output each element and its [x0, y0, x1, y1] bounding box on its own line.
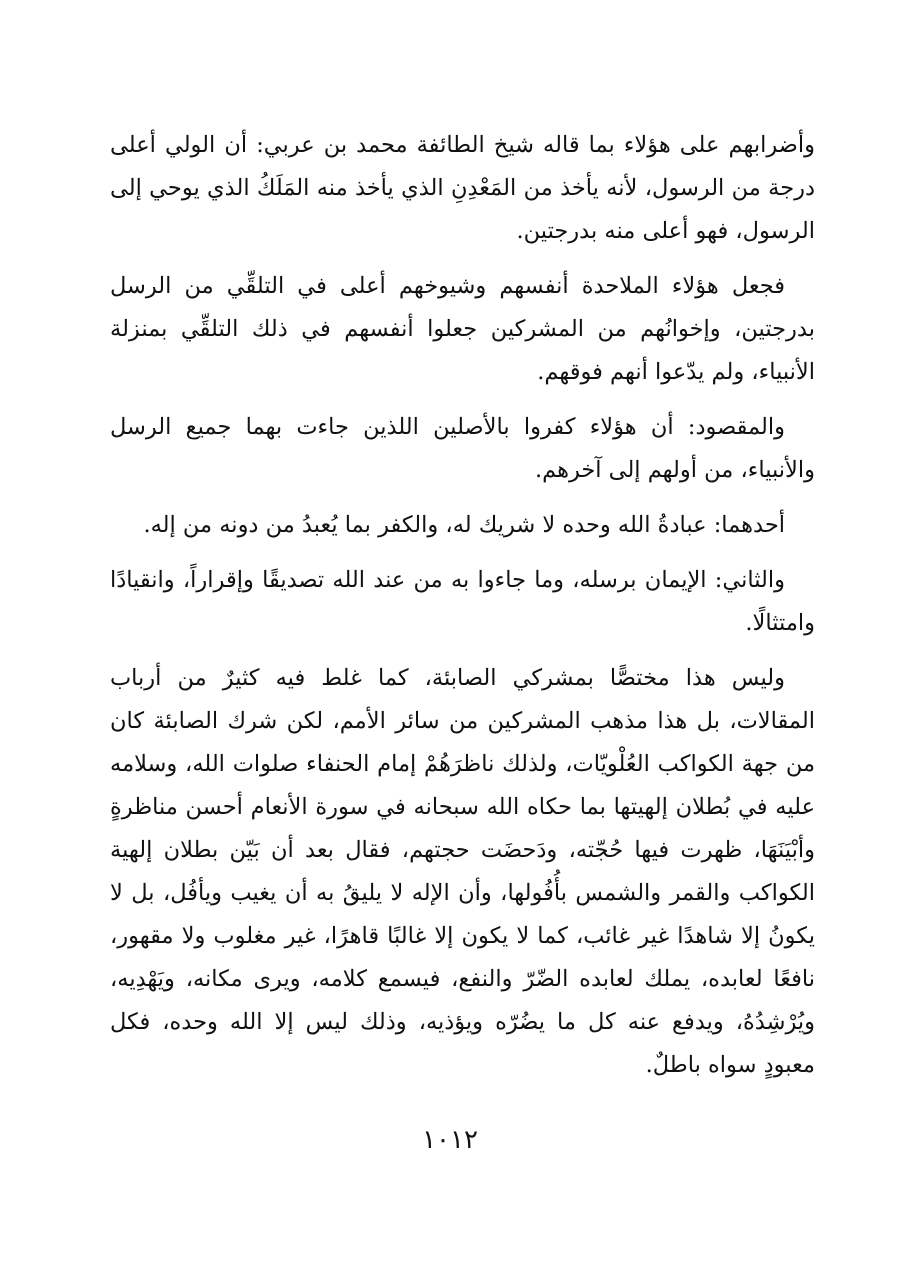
paragraph-1: وأضرابهم على هؤلاء بما قاله شيخ الطائفة محمد بن عربي: أن الولي أعلى درجة من الرسول، لأنه يأخذ من المَعْدِنِ الذي يأخذ منه المَلَكُ الذي يوحي إلى الرسول، فهو أعلى منه بدرجتين. — [110, 132, 815, 244]
paragraph-3: والمقصود: أن هؤلاء كفروا بالأصلين اللذين جاءت بهما جميع الرسل والأنبياء، من أولهم إلى آخرهم. — [110, 414, 815, 483]
paragraph-5: والثاني: الإيمان برسله، وما جاءوا به من عند الله تصديقًا وإقراراً، وانقيادًا وامتثالًا. — [110, 567, 815, 636]
page-number: ١٠١٢ — [422, 1125, 478, 1155]
paragraph-2: فجعل هؤلاء الملاحدة أنفسهم وشيوخهم أعلى في التلقِّي من الرسل بدرجتين، وإخوانُهم من المشركين جعلوا أنفسهم في ذلك التلقِّي بمنزلة الأنبياء، ولم يدّعوا أنهم فوقهم. — [110, 273, 815, 385]
page-body — [110, 124, 815, 1099]
paragraph-4: أحدهما: عبادةُ الله وحده لا شريك له، والكفر بما يُعبدُ من دونه من إله. — [143, 512, 785, 538]
paragraph-6: وليس هذا مختصًّا بمشركي الصابئة، كما غلط فيه كثيرٌ من أرباب المقالات، بل هذا مذهب المشركين من سائر الأمم، لكن شرك الصابئة كان من جهة الكواكب العُلْويّات، ولذلك ناظرَهُمْ إمام الحنفاء صلوات الله، وسلامه عليه في بُطلان إلهيتها بما حكاه الله سبحانه في سورة الأنعام أحسن مناظرةٍ وأبْيَنَهَا، ظهرت فيها حُجّته، ودَحضَت حجتهم، فقال بعد أن بَيّن بطلان إلهية الكواكب والقمر والشمس بأُفُولها، وأن الإله لا يليقُ به أن يغيب ويأفُل، بل لا يكونُ إلا شاهدًا غير غائب، كما لا يكون إلا غالبًا قاهرًا، غير مغلوب ولا مقهور، نافعًا لعابده، يملك لعابده الضّرّ والنفع، فيسمع كلامه، ويرى مكانه، ويَهْدِيه، ويُرْشِدُهُ، ويدفع عنه كل ما يضُرّه ويؤذيه، وذلك ليس إلا الله وحده، فكل معبودٍ سواه باطلٌ. — [110, 665, 815, 1078]
